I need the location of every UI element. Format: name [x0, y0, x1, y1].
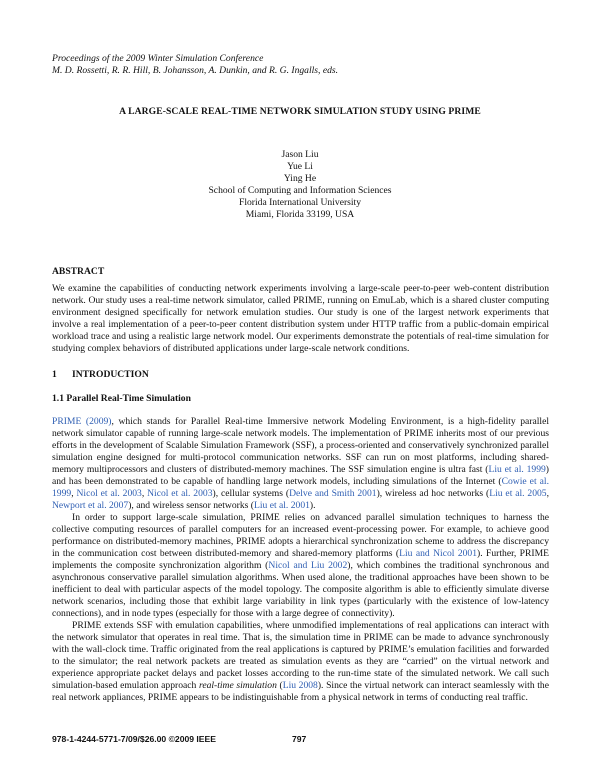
citation-link[interactable]: Delve and Smith 2001	[289, 488, 377, 499]
page-footer	[52, 734, 549, 744]
citation-link[interactable]: Newport et al. 2007	[52, 500, 129, 511]
text-run: ), wireless ad hoc networks (	[376, 488, 490, 499]
proceedings-header	[52, 53, 552, 77]
text-run: ,	[141, 488, 148, 499]
text-run: , which stands for Parallel Real-time Immersive network Modeling Environment, is a high-fidelity parallel network simulator capable of running large-scale network models. The implementation of PRIME inherits most of our previous efforts in the development of Scalable Simulation Framework (SSF), a process-oriented and conservatively synchronized parallel simulation engine designed for multi-protocol communication networks. SSF can run on most platforms, including shared-memory multiprocessors and clusters of distributed-memory machines. The SSF simulation engine is ultra fast (	[52, 416, 550, 475]
citation-link[interactable]: Cowie et al. 1999	[52, 476, 549, 499]
subsection-title: Parallel Real-Time Simulation	[66, 393, 191, 404]
citation-link[interactable]: Liu et al. 2001	[253, 500, 310, 511]
text-run: PRIME extends SSF with emulation capabilities, where unmodified implementations of real applications can interact with the network simulator that operates in real time. That is, the simulation time in PRIME can be made to advance synchronously with the wall-clock time. Traffic originated from the real applications is captured by PRIME’s emulation facilities and forwarded to the simulator; the real network packets are treated as simulation events as they are “carried” on the virtual network and experience appropriate packet delays and packet losses according to the run-time state of the simulated network. We call such simulation-based emulation approach	[52, 620, 549, 691]
citation-link[interactable]: Liu 2008	[282, 680, 318, 691]
citation-link[interactable]: Nicol et al. 2003	[147, 488, 213, 499]
abstract-heading: ABSTRACT	[52, 266, 105, 277]
page-number: 797	[292, 734, 307, 744]
editors-line: M. D. Rossetti, R. R. Hill, B. Johansson, A. Dunkin, and R. G. Ingalls, eds.	[52, 65, 339, 76]
text-run: ) and has been demonstrated to be capable of handling large network models, including simulations of the Internet (	[52, 464, 549, 487]
paragraph-3	[52, 620, 549, 704]
text-run: (	[276, 680, 283, 691]
affiliation-line: Miami, Florida 33199, USA	[245, 209, 355, 220]
author: Jason Liu	[281, 149, 319, 160]
subsection-number: 1.1	[52, 393, 64, 404]
text-run: ,	[71, 488, 77, 499]
citation-link[interactable]: Liu et al. 2005	[489, 488, 547, 499]
isbn-copyright: 978-1-4244-5771-7/09/$26.00 ©2009 IEEE	[52, 734, 217, 744]
paragraph-2	[52, 512, 549, 620]
text-run: In order to support large-scale simulation, PRIME relies on advanced parallel simulation techniques to harness the collective computing resources of parallel computers for an increased event-processing power. For example, to achieve good performance on distributed-memory machines, PRIME adopts a hierarchical synchronization scheme to address the discrepancy in the communication cost between distributed-memory and shared-memory platforms (	[52, 512, 549, 559]
abstract-text	[52, 283, 549, 355]
citation-link[interactable]: Nicol et al. 2003	[76, 488, 142, 499]
paper-title: A LARGE-SCALE REAL-TIME NETWORK SIMULATION STUDY USING PRIME	[119, 106, 481, 117]
emphasis-text: real-time simulation	[198, 680, 277, 691]
citation-link[interactable]: Liu et al. 1999	[488, 464, 546, 475]
section-title: INTRODUCTION	[72, 369, 149, 380]
subsection-heading	[52, 393, 191, 404]
affiliation	[0, 185, 600, 221]
citation-link[interactable]: Liu and Nicol 2001	[399, 548, 478, 559]
text-run: ,	[546, 488, 550, 499]
text-run: ), and wireless sensor networks (	[128, 500, 254, 511]
author: Yue Li	[287, 161, 313, 172]
citation-link[interactable]: Nicol and Liu 2002	[268, 560, 348, 571]
section-heading	[52, 369, 149, 380]
text-run: ), cellular systems (	[212, 488, 290, 499]
author: Ying He	[283, 173, 317, 184]
affiliation-line: Florida International University	[238, 197, 362, 208]
author-list	[0, 149, 600, 185]
proceedings-line: Proceedings of the 2009 Winter Simulation Conference	[52, 53, 264, 64]
text-run: ). Since the virtual network can interact seamlessly with the real network appliances, PRIME appears to be indistinguishable from a physical network in terms of conducting real traffic.	[52, 680, 549, 703]
text-run: ).	[309, 500, 316, 511]
paragraph-1	[52, 416, 549, 512]
text-run: ), which combines the traditional synchronous and asynchronous conservative parallel simulation algorithms. When used alone, the traditional approaches have been shown to be inefficient to deal with particular aspects of the model topology. The composite algorithm is able to efficiently simulate diverse network scenarios, including those that exhibit large variability in link types (particularly with the existence of low-latency connections), and in node types (especially for those with a large degree of connectivity).	[52, 560, 550, 619]
section-number: 1	[52, 369, 57, 380]
abstract-paragraph: We examine the capabilities of conducting network experiments involving a large-scale peer-to-peer web-content distribution network. Our study uses a real-time network simulator, called PRIME, running on EmuLab, which is a shared cluster computing environment designed specifically for network emulation studies. Our study is one of the largest network experiments that involve a real implementation of a peer-to-peer content distribution system under HTTP traffic from a public-domain empirical workload trace and using a realistic large network model. Our experiments demonstrate the potentials of real-time simulation for studying complex behaviors of distributed applications under large-scale network conditions.	[52, 283, 549, 354]
affiliation-line: School of Computing and Information Sciences	[208, 185, 392, 196]
body-text	[52, 416, 549, 704]
text-run: ). Further, PRIME implements the composite synchronization algorithm (	[52, 548, 550, 571]
citation-link[interactable]: PRIME (2009)	[52, 416, 112, 427]
